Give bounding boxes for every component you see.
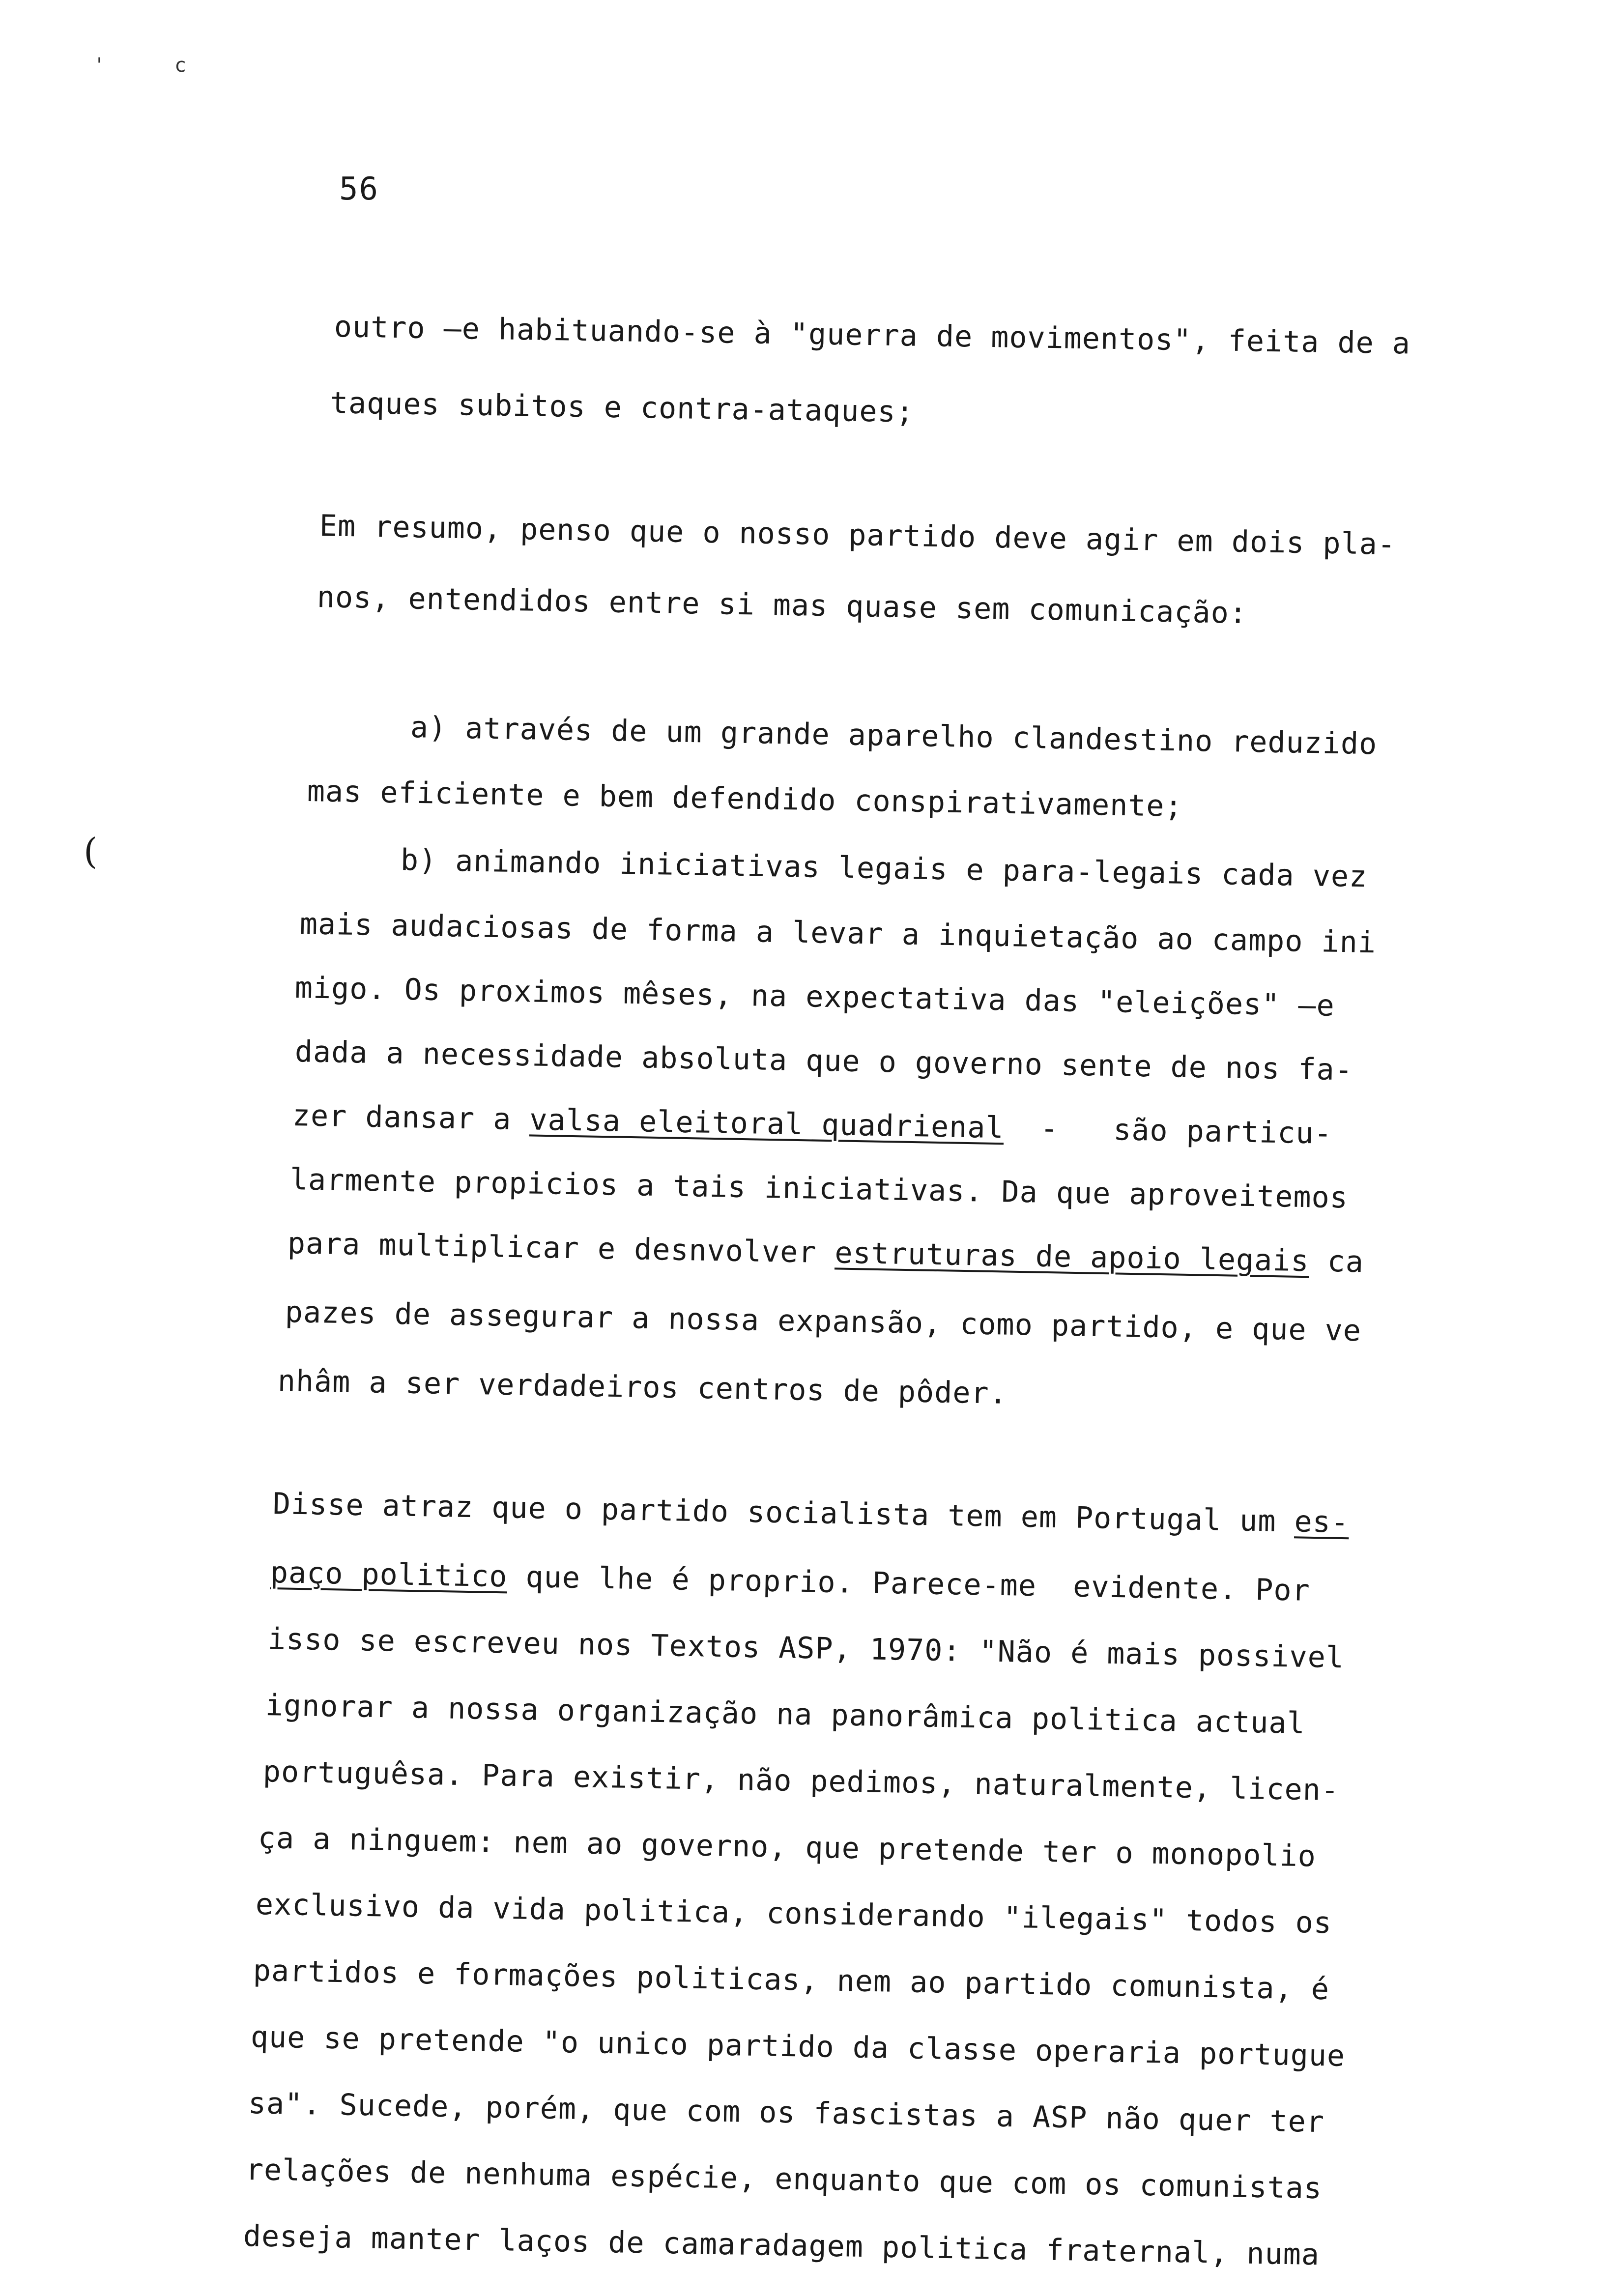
text-line: nhâm a ser verdadeiros centros de pôder. xyxy=(277,1364,1008,1411)
text-line: deseja manter laços de camaradagem politica fraternal, numa xyxy=(243,2219,1320,2272)
corner-mark-right: c xyxy=(174,54,187,77)
text-line: Em resumo, penso que o nosso partido deve agir em dois pla- xyxy=(319,509,1396,562)
underlined-phrase: es- xyxy=(1294,1504,1350,1540)
text-line: a) através de um grande aparelho clandestino reduzido xyxy=(410,710,1378,762)
page-number: 56 xyxy=(339,171,379,207)
text-run: que lhe é proprio. Parece-me evidente. Por xyxy=(507,1559,1311,1608)
underlined-phrase: valsa eleitoral quadrienal xyxy=(529,1102,1005,1146)
text-run: ca xyxy=(1308,1244,1364,1280)
corner-mark-left: ' xyxy=(93,54,106,77)
text-line: relações de nenhuma espécie, enquanto que com os comunistas xyxy=(245,2152,1323,2206)
text-line: sa". Sucede, porém, que com os fascistas a ASP não quer ter xyxy=(248,2086,1325,2140)
text-line: pazes de assegurar a nossa expansão, como partido, e que ve xyxy=(285,1295,1362,1349)
text-line: dada a necessidade absoluta que o governo sente de nos fa- xyxy=(294,1034,1353,1088)
text-run: Disse atraz que o partido socialista tem em Portugal um xyxy=(272,1487,1295,1539)
text-line: taques subitos e contra-ataques; xyxy=(330,386,915,430)
text-line: nos, entendidos entre si mas quase sem comunicação: xyxy=(317,580,1248,631)
text-line: b) animando iniciativas legais e para-legais cada vez xyxy=(400,843,1368,894)
margin-mark: ( xyxy=(84,831,98,872)
text-line xyxy=(272,1487,1350,1540)
text-line: larmente propicios a tais iniciativas. Da que aproveitemos xyxy=(289,1162,1349,1215)
text-run: zer dansar a xyxy=(292,1098,530,1137)
text-run: para multiplicar e desnvolver xyxy=(287,1226,835,1270)
text-line: mais audaciosas de forma a levar a inquietação ao campo ini xyxy=(299,907,1377,960)
text-line: mas eficiente e bem defendido conspirativamente; xyxy=(307,774,1183,824)
text-line: migo. Os proximos mêses, na expectativa das "eleições" —e xyxy=(294,971,1335,1023)
text-line: portuguêsa. Para existir, não pedimos, naturalmente, licen- xyxy=(262,1754,1340,1808)
text-line: isso se escreveu nos Textos ASP, 1970: "Não é mais possivel xyxy=(267,1622,1345,1675)
underlined-phrase: estruturas de apoio legais xyxy=(834,1235,1310,1279)
underlined-phrase: paço politico xyxy=(270,1555,508,1594)
text-line: exclusivo da vida politica, considerando "ilegais" todos os xyxy=(255,1887,1332,1941)
text-line: ça a ninguem: nem ao governo, que pretende ter o monopolio xyxy=(258,1821,1317,1874)
text-line xyxy=(292,1098,1333,1151)
text-run: - são particu- xyxy=(1003,1111,1333,1151)
text-line: partidos e formações politicas, nem ao partido comunista, é xyxy=(253,1953,1330,2007)
text-line: outro —e habituando-se à "guerra de movimentos", feita de a xyxy=(334,310,1411,361)
text-line xyxy=(287,1226,1364,1280)
text-line: ignorar a nossa organização na panorâmica politica actual xyxy=(265,1688,1306,1741)
text-line: que se pretende "o unico partido da classe operaria portugue xyxy=(250,2020,1346,2073)
text-line xyxy=(270,1555,1311,1608)
